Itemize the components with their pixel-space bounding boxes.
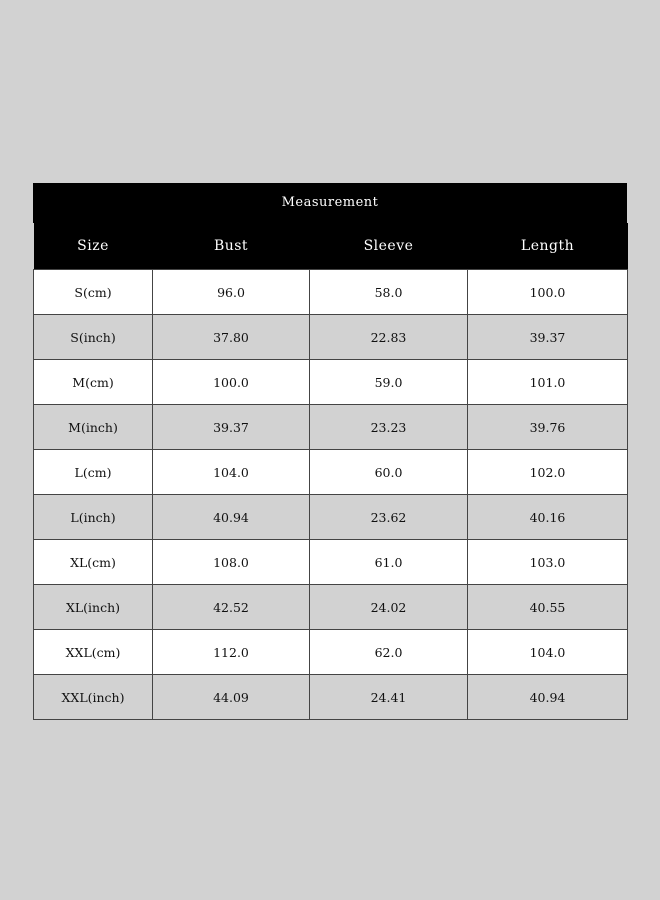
table-row [34, 315, 628, 360]
cell-size: XL(cm) [34, 540, 153, 585]
cell-bust: 40.94 [153, 495, 310, 540]
table-row [34, 540, 628, 585]
cell-length: 104.0 [468, 630, 628, 675]
table-row [34, 675, 628, 720]
size-chart [33, 183, 627, 720]
table-row [34, 450, 628, 495]
chart-title: Measurement [33, 183, 627, 223]
cell-length: 39.37 [468, 315, 628, 360]
cell-size: M(inch) [34, 405, 153, 450]
cell-length: 101.0 [468, 360, 628, 405]
cell-length: 100.0 [468, 270, 628, 315]
cell-size: XXL(cm) [34, 630, 153, 675]
cell-sleeve: 61.0 [310, 540, 468, 585]
cell-bust: 96.0 [153, 270, 310, 315]
cell-length: 40.94 [468, 675, 628, 720]
cell-length: 40.55 [468, 585, 628, 630]
table-row [34, 360, 628, 405]
cell-bust: 44.09 [153, 675, 310, 720]
table-row [34, 405, 628, 450]
cell-bust: 39.37 [153, 405, 310, 450]
cell-bust: 42.52 [153, 585, 310, 630]
header-size: Size [34, 223, 153, 270]
cell-sleeve: 58.0 [310, 270, 468, 315]
cell-length: 39.76 [468, 405, 628, 450]
cell-length: 40.16 [468, 495, 628, 540]
table-row [34, 585, 628, 630]
cell-size: S(inch) [34, 315, 153, 360]
cell-bust: 108.0 [153, 540, 310, 585]
cell-length: 103.0 [468, 540, 628, 585]
table-row [34, 270, 628, 315]
cell-size: S(cm) [34, 270, 153, 315]
table-row [34, 630, 628, 675]
cell-size: L(inch) [34, 495, 153, 540]
cell-sleeve: 24.41 [310, 675, 468, 720]
header-bust: Bust [153, 223, 310, 270]
table-row [34, 495, 628, 540]
cell-length: 102.0 [468, 450, 628, 495]
cell-size: XXL(inch) [34, 675, 153, 720]
cell-bust: 100.0 [153, 360, 310, 405]
cell-sleeve: 24.02 [310, 585, 468, 630]
cell-sleeve: 23.62 [310, 495, 468, 540]
cell-size: L(cm) [34, 450, 153, 495]
cell-sleeve: 59.0 [310, 360, 468, 405]
cell-bust: 104.0 [153, 450, 310, 495]
cell-sleeve: 23.23 [310, 405, 468, 450]
cell-sleeve: 60.0 [310, 450, 468, 495]
cell-bust: 112.0 [153, 630, 310, 675]
size-table [33, 223, 628, 720]
cell-bust: 37.80 [153, 315, 310, 360]
cell-size: M(cm) [34, 360, 153, 405]
header-row [34, 223, 628, 270]
header-sleeve: Sleeve [310, 223, 468, 270]
cell-sleeve: 62.0 [310, 630, 468, 675]
header-length: Length [468, 223, 628, 270]
cell-size: XL(inch) [34, 585, 153, 630]
cell-sleeve: 22.83 [310, 315, 468, 360]
